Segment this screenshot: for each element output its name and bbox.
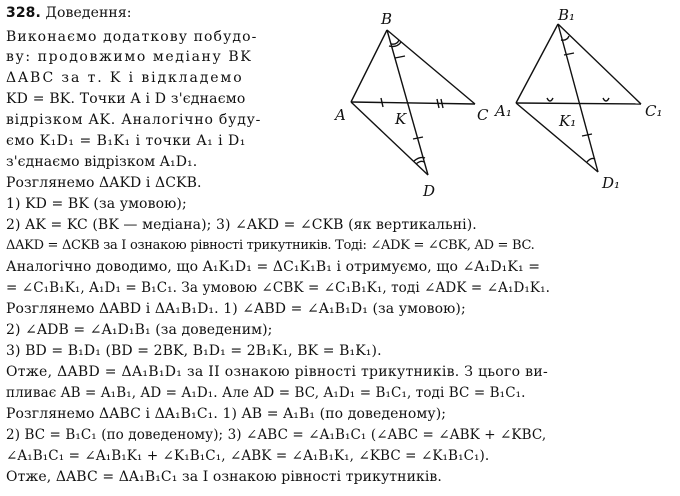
text-line-18: пливає AB = A₁B₁, AD = A₁D₁. Але AD = BC, A₁D₁ = B₁C₁, тоді BC = B₁C₁. <box>6 385 526 401</box>
tick-k1d1 <box>582 134 592 136</box>
text-line-22: Отже, ΔABC = ΔA₁B₁C₁ за I ознакою рівності трикутників. <box>6 469 442 485</box>
problem-heading <box>6 3 132 23</box>
tick-kd <box>413 137 423 139</box>
problem-number: 328. <box>6 5 41 21</box>
angle-arc-d1 <box>587 158 595 162</box>
text-line-16: 3) BD = B₁D₁ (BD = 2BK, B₁D₁ = 2B₁K₁, BK = B₁K₁). <box>6 343 382 359</box>
text-line-2: ву: продовжимо медіану BK <box>6 49 253 65</box>
label-c: C <box>477 106 489 124</box>
tick-k1c1 <box>603 98 609 101</box>
label-d1: D₁ <box>602 174 621 192</box>
tick-ak <box>381 98 383 107</box>
text-line-17: Отже, ΔABD = ΔA₁B₁D₁ за II ознакою рівності трикутників. З цього ви- <box>6 364 548 380</box>
segment-b1d1 <box>558 24 598 172</box>
problem-heading-text: Доведення: <box>45 5 132 21</box>
text-line-21: ∠A₁B₁C₁ = ∠A₁B₁K₁ + ∠K₁B₁C₁, ∠ABK = ∠A₁B₁K₁, ∠KBC = ∠K₁B₁C₁). <box>6 448 490 464</box>
text-line-4: KD = BK. Точки A і D з'єднаємо <box>6 91 246 107</box>
text-line-15: 2) ∠ADB = ∠A₁D₁B₁ (за доведеним); <box>6 322 273 338</box>
left-triangle <box>351 30 475 175</box>
text-line-14: Розглянемо ΔABD і ΔA₁B₁D₁. 1) ∠ABD = ∠A₁B₁D₁ (за умовою); <box>6 301 466 317</box>
label-a1: A₁ <box>495 102 512 120</box>
tick-kc-2 <box>441 99 443 108</box>
label-k: K <box>395 110 407 128</box>
segment-a1d1 <box>516 103 598 172</box>
tick-a1k1 <box>547 98 553 101</box>
text-line-13: = ∠C₁B₁K₁, A₁D₁ = B₁C₁. За умовою ∠CBK = ∠C₁B₁K₁, тоді ∠ADK = ∠A₁D₁K₁. <box>6 280 550 296</box>
triangle-figure <box>325 0 680 200</box>
angle-arc-d <box>416 161 424 164</box>
text-line-6: ємо K₁D₁ = B₁K₁ і точки A₁ і D₁ <box>6 133 246 149</box>
text-line-7: з'єднаємо відрізком A₁D₁. <box>6 154 198 170</box>
tick-bk <box>395 56 405 58</box>
text-line-8: Розглянемо ΔAKD і ΔCKB. <box>6 175 202 191</box>
tick-kc-1 <box>437 99 439 108</box>
segment-b1c1 <box>558 24 641 104</box>
label-b1: B₁ <box>558 6 576 24</box>
label-a: A <box>335 106 346 124</box>
text-line-19: Розглянемо ΔABC і ΔA₁B₁C₁. 1) AB = A₁B₁ (по доведеному); <box>6 406 447 422</box>
label-c1: C₁ <box>645 102 663 120</box>
segment-a1c1 <box>516 103 641 104</box>
segment-bc <box>387 30 475 104</box>
segment-ac <box>351 102 475 104</box>
segment-a1b1 <box>516 24 558 103</box>
text-line-10: 2) AK = KC (BK — медіана); 3) ∠AKD = ∠CKB (як вертикальні). <box>6 217 477 233</box>
text-line-11: ΔAKD = ΔCKB за I ознакою рівності трикутників. Тоді: ∠ADK = ∠CBK, AD = BC. <box>6 238 535 253</box>
label-d: D <box>423 182 436 200</box>
text-line-9: 1) KD = BK (за умовою); <box>6 196 187 212</box>
text-line-12: Аналогічно доводимо, що A₁K₁D₁ = ΔC₁K₁B₁ і отримуємо, що ∠A₁D₁K₁ = <box>6 259 541 275</box>
angle-arc-b <box>391 40 399 44</box>
text-line-5: відрізком AK. Аналогічно буду- <box>6 112 262 128</box>
label-b: B <box>381 10 393 28</box>
right-triangle <box>516 24 641 172</box>
segment-ab <box>351 30 387 102</box>
text-line-20: 2) BC = B₁C₁ (по доведеному); 3) ∠ABC = ∠A₁B₁C₁ (∠ABC = ∠ABK + ∠KBC, <box>6 427 547 443</box>
label-k1: K₁ <box>559 112 577 130</box>
text-line-1: Виконаємо додаткову побудо- <box>6 29 258 45</box>
text-line-3: ΔABC за т. K і відкладемо <box>6 70 244 86</box>
